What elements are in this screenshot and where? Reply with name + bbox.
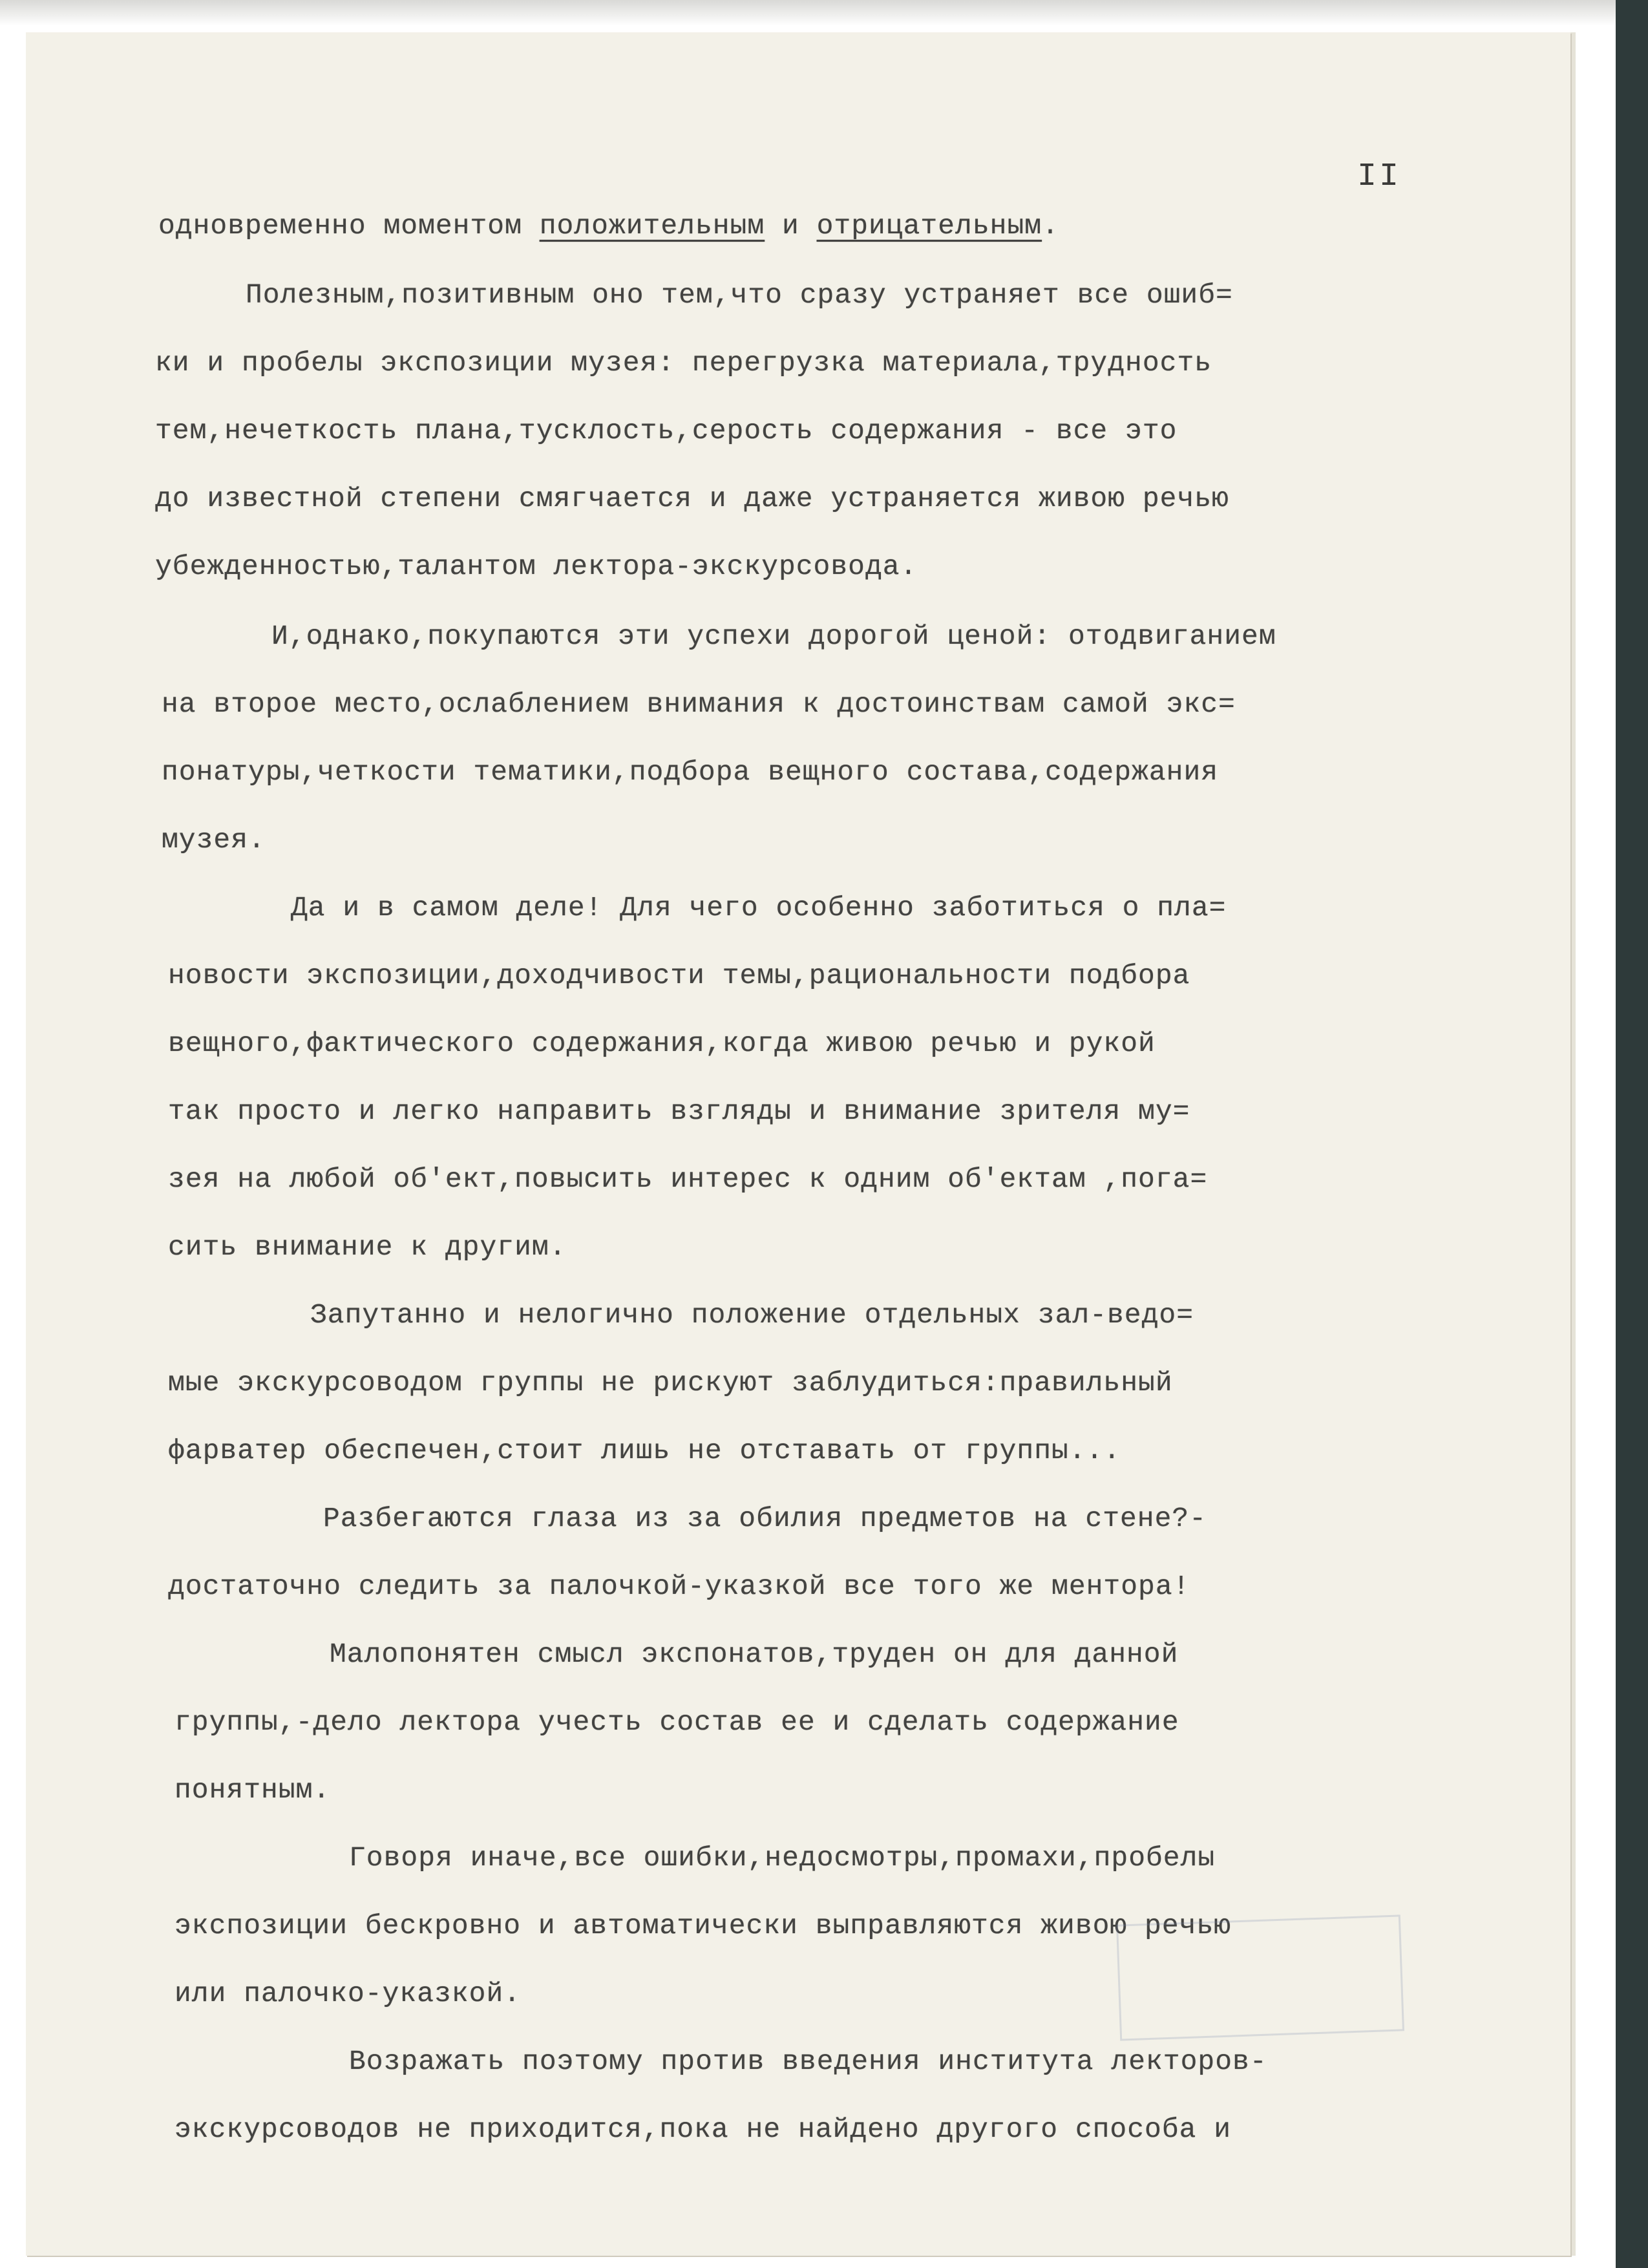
text-line-3: [155, 347, 1212, 379]
text-line-22: [330, 1638, 1178, 1670]
line-13-segment-1: вещного,фактического содержания,когда живою речью и рукой: [168, 1028, 1156, 1059]
line-1-segment-4: отрицательным: [816, 210, 1042, 242]
line-8-segment-1: на второе место,ослаблением внимания к достоинствам самой экс=: [162, 688, 1236, 720]
text-line-10: [162, 824, 266, 856]
text-line-17: [310, 1299, 1194, 1331]
text-line-20: [323, 1503, 1207, 1534]
line-24-segment-1: понятным.: [174, 1774, 331, 1806]
line-27-segment-1: или палочко-указкой.: [174, 1978, 522, 2009]
line-20-segment-1: Разбегаются глаза из за обилия предметов на стене?-: [323, 1503, 1207, 1534]
line-28-segment-1: Возражать поэтому против введения института лекторов-: [349, 2046, 1267, 2077]
text-line-23: [174, 1706, 1179, 1738]
line-1-segment-2: положительным: [539, 210, 765, 242]
line-21-segment-1: достаточно следить за палочкой-указкой все того же ментора!: [168, 1571, 1190, 1602]
line-7-segment-1: И,однако,покупаются эти успехи дорогой ценой: отодвиганием: [271, 620, 1276, 652]
line-15-segment-1: зея на любой об'ект,повысить интерес к одним об'ектам ,пога=: [168, 1163, 1208, 1195]
line-1-segment-3: и: [765, 210, 817, 242]
text-line-21: [168, 1571, 1190, 1602]
library-stamp: [1116, 1914, 1404, 2040]
line-22-segment-1: Малопонятен смысл экспонатов,труден он для данной: [330, 1638, 1179, 1670]
text-line-4: [155, 415, 1177, 447]
text-line-7: [271, 620, 1276, 652]
line-11-segment-1: Да и в самом деле! Для чего особенно заботиться о пла=: [291, 892, 1227, 924]
scan-top-edge: [0, 0, 1648, 26]
text-line-19: [168, 1435, 1121, 1467]
text-line-18: [168, 1367, 1173, 1399]
text-line-11: [291, 892, 1226, 924]
line-9-segment-1: понатуры,четкости тематики,подбора вещного состава,содержания: [162, 756, 1219, 788]
line-10-segment-1: музея.: [162, 824, 266, 856]
text-line-26: [174, 1910, 1231, 1942]
line-19-segment-1: фарватер обеспечен,стоит лишь не отставать от группы...: [168, 1435, 1121, 1467]
line-4-segment-1: тем,нечеткость плана,тусклость,серость содержания - все это: [155, 415, 1178, 447]
text-line-2: [246, 279, 1233, 311]
text-line-29: [174, 2114, 1231, 2145]
text-line-13: [168, 1028, 1156, 1059]
typewritten-page: [26, 32, 1570, 2256]
text-line-24: [174, 1774, 330, 1806]
text-line-27: [174, 1978, 521, 2009]
line-29-segment-1: экскурсоводов не приходится,пока не найдено другого способа и: [174, 2114, 1232, 2145]
line-14-segment-1: так просто и легко направить взгляды и внимание зрителя му=: [168, 1096, 1190, 1127]
line-25-segment-1: Говоря иначе,все ошибки,недосмотры,промахи,пробелы: [349, 1842, 1216, 1874]
text-line-25: [349, 1842, 1215, 1874]
text-line-9: [162, 756, 1218, 788]
line-16-segment-1: сить внимание к другим.: [168, 1231, 567, 1263]
line-26-segment-1: экспозиции бескровно и автоматически выправляются живою речью: [174, 1910, 1232, 1942]
line-18-segment-1: мые экскурсоводом группы не рискуют заблудиться:правильный: [168, 1367, 1173, 1399]
line-23-segment-1: группы,-дело лектора учесть состав ее и сделать содержание: [174, 1706, 1179, 1738]
text-line-8: [162, 688, 1236, 720]
text-line-15: [168, 1163, 1207, 1195]
scanner-background: [1616, 0, 1648, 2268]
line-2-segment-1: Полезным,позитивным оно тем,что сразу устраняет все ошиб=: [246, 279, 1233, 311]
line-1-segment-1: одновременно моментом: [158, 210, 540, 242]
line-17-segment-1: Запутанно и нелогично положение отдельных зал-ведо=: [310, 1299, 1194, 1331]
text-line-28: [349, 2046, 1267, 2077]
line-3-segment-1: ки и пробелы экспозиции музея: перегрузка материала,трудность: [155, 347, 1212, 379]
page-number: II: [1357, 158, 1402, 195]
line-6-segment-1: убежденностью,талантом лектора-экскурсовода.: [155, 551, 918, 582]
text-line-6: [155, 551, 917, 582]
text-line-5: [155, 483, 1229, 514]
line-5-segment-1: до известной степени смягчается и даже устраняется живою речью: [155, 483, 1229, 514]
text-line-1: [158, 210, 1059, 242]
line-12-segment-1: новости экспозиции,доходчивости темы,рациональности подбора: [168, 960, 1190, 991]
text-line-14: [168, 1096, 1190, 1127]
text-line-12: [168, 960, 1190, 991]
text-line-16: [168, 1231, 567, 1263]
line-1-segment-5: .: [1042, 210, 1059, 242]
